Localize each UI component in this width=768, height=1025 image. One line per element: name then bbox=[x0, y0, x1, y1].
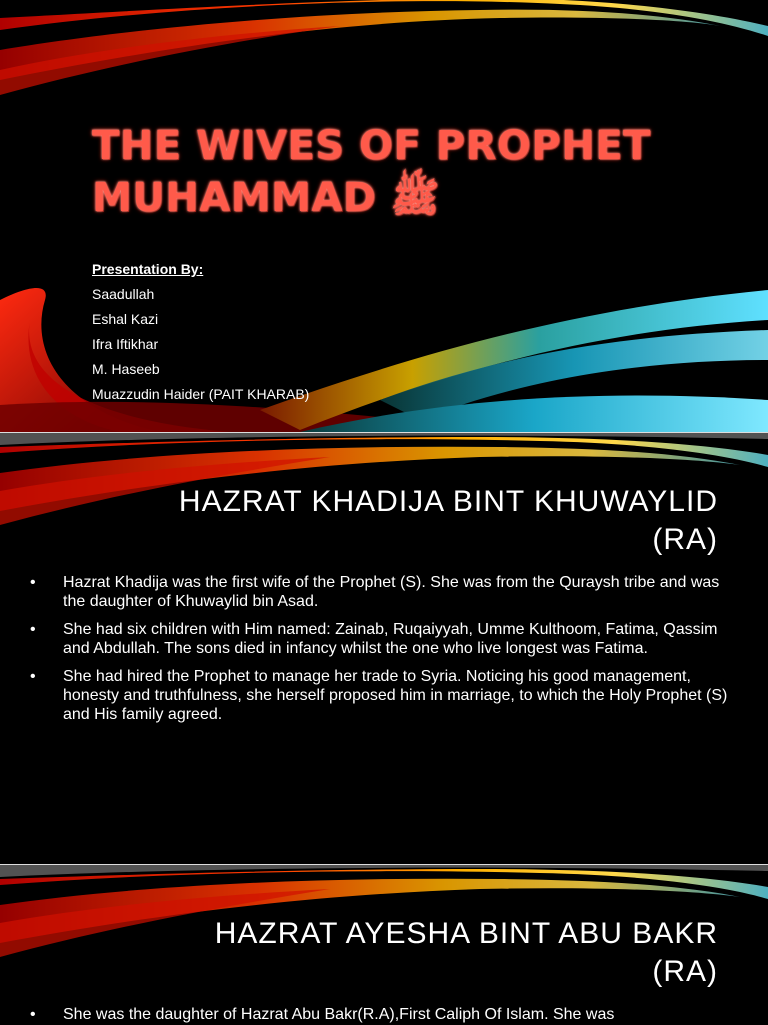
title-line-2: (RA) bbox=[652, 523, 718, 556]
bullet-item: • She was the daughter of Hazrat Abu Bakr(R.A),First Caliph Of Islam. She was bbox=[30, 1005, 730, 1024]
presenter-name: M. Haseeb bbox=[92, 361, 160, 377]
presenter-name: Saadullah bbox=[92, 286, 155, 302]
title-line-1: HAZRAT KHADIJA BINT KHUWAYLID bbox=[178, 485, 718, 518]
title-line-2: (RA) bbox=[652, 955, 718, 988]
khadija-slide bbox=[0, 432, 768, 865]
bullet-item: • She had hired the Prophet to manage her trade to Syria. Noticing his good management, honesty and truthfulness, she herself proposed him in marriage, to which the Holy Prophet (S) and His family agreed. bbox=[30, 667, 730, 724]
bullet-item: • Hazrat Khadija was the first wife of the Prophet (S). She was from the Quraysh tribe and was the daughter of Khuwaylid bin Asad. bbox=[30, 573, 730, 611]
presenters-block bbox=[92, 257, 309, 407]
bullet-item: • She had six children with Him named: Zainab, Ruqaiyyah, Umme Kulthoom, Fatima, Qassim and Abdullah. The sons died in infancy whilst the one who live longest was Fatima. bbox=[30, 620, 730, 658]
bullet-list bbox=[30, 573, 730, 733]
title-slide bbox=[0, 0, 768, 432]
presenter-name: Eshal Kazi bbox=[92, 311, 159, 327]
slide-title bbox=[158, 915, 718, 991]
slide-title bbox=[158, 483, 718, 559]
presenter-name: Ifra Iftikhar bbox=[92, 336, 159, 352]
presentation-title bbox=[92, 120, 692, 224]
title-line-2: MUHAMMAD ﷺ bbox=[92, 175, 440, 221]
ayesha-slide bbox=[0, 864, 768, 1025]
bullet-list bbox=[30, 1005, 730, 1025]
title-line-1: HAZRAT AYESHA BINT ABU BAKR bbox=[214, 917, 718, 950]
presenter-name: Muazzudin Haider (PAIT KHARAB) bbox=[92, 386, 310, 402]
title-line-1: THE WIVES OF PROPHET bbox=[92, 123, 651, 169]
presenter-heading: Presentation By: bbox=[92, 261, 204, 277]
